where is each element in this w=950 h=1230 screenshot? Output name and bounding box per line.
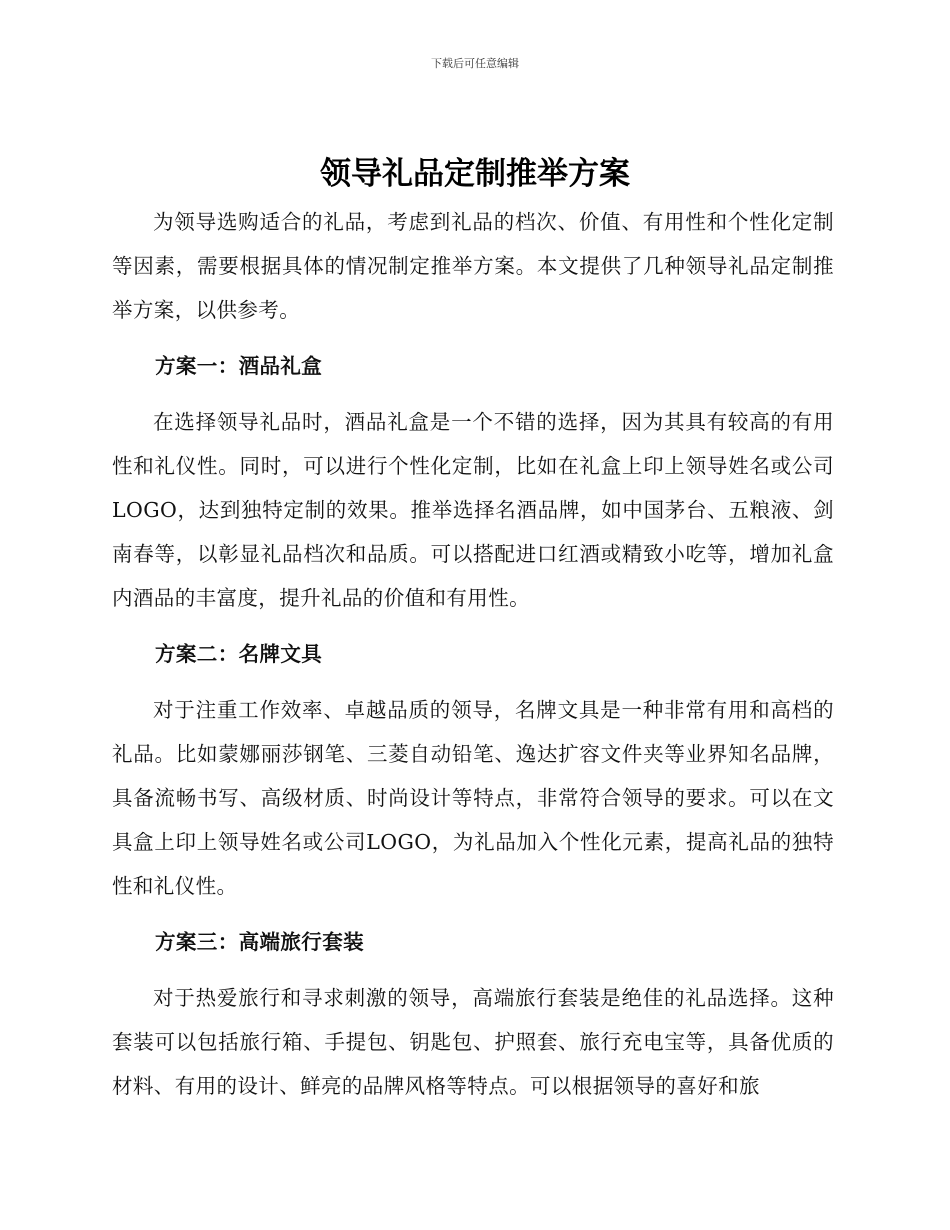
section-body-2: 对于注重工作效率、卓越品质的领导，名牌文具是一种非常有用和高档的礼品。比如蒙娜丽莎钢笔、三菱自动铅笔、逸达扩容文件夹等业界知名品牌，具备流畅书写、高级材质、时尚设计等特点，非常符合领导的要求。可以在文具盒上印上领导姓名或公司LOGO，为礼品加入个性化元素，提高礼品的独特性和礼仪性。: [112, 698, 834, 898]
section-body-3: 对于热爱旅行和寻求刺激的领导，高端旅行套装是绝佳的礼品选择。这种套装可以包括旅行箱、手提包、钥匙包、护照套、旅行充电宝等，具备优质的材料、有用的设计、鲜亮的品牌风格等特点。可以根据领导的喜好和旅: [112, 986, 834, 1098]
document-title: 领导礼品定制推举方案: [320, 156, 630, 192]
header-note: 下载后可任意编辑: [431, 57, 519, 70]
section-body-1: 在选择领导礼品时，酒品礼盒是一个不错的选择，因为其具有较高的有用性和礼仪性。同时，可以进行个性化定制，比如在礼盒上印上领导姓名或公司LOGO，达到独特定制的效果。推举选择名酒品牌，如中国茅台、五粮液、剑南春等，以彰显礼品档次和品质。可以搭配进口红酒或精致小吃等，增加礼盒内酒品的丰富度，提升礼品的价值和有用性。: [112, 410, 834, 610]
document-body: [112, 200, 834, 1108]
section-heading-1: 方案一：酒品礼盒: [155, 354, 323, 378]
section-heading-3: 方案三：高端旅行套装: [155, 930, 364, 954]
intro-paragraph: 为领导选购适合的礼品，考虑到礼品的档次、价值、有用性和个性化定制等因素，需要根据具体的情况制定推举方案。本文提供了几种领导礼品定制推举方案，以供参考。: [112, 210, 834, 322]
section-heading-2: 方案二：名牌文具: [155, 642, 323, 666]
